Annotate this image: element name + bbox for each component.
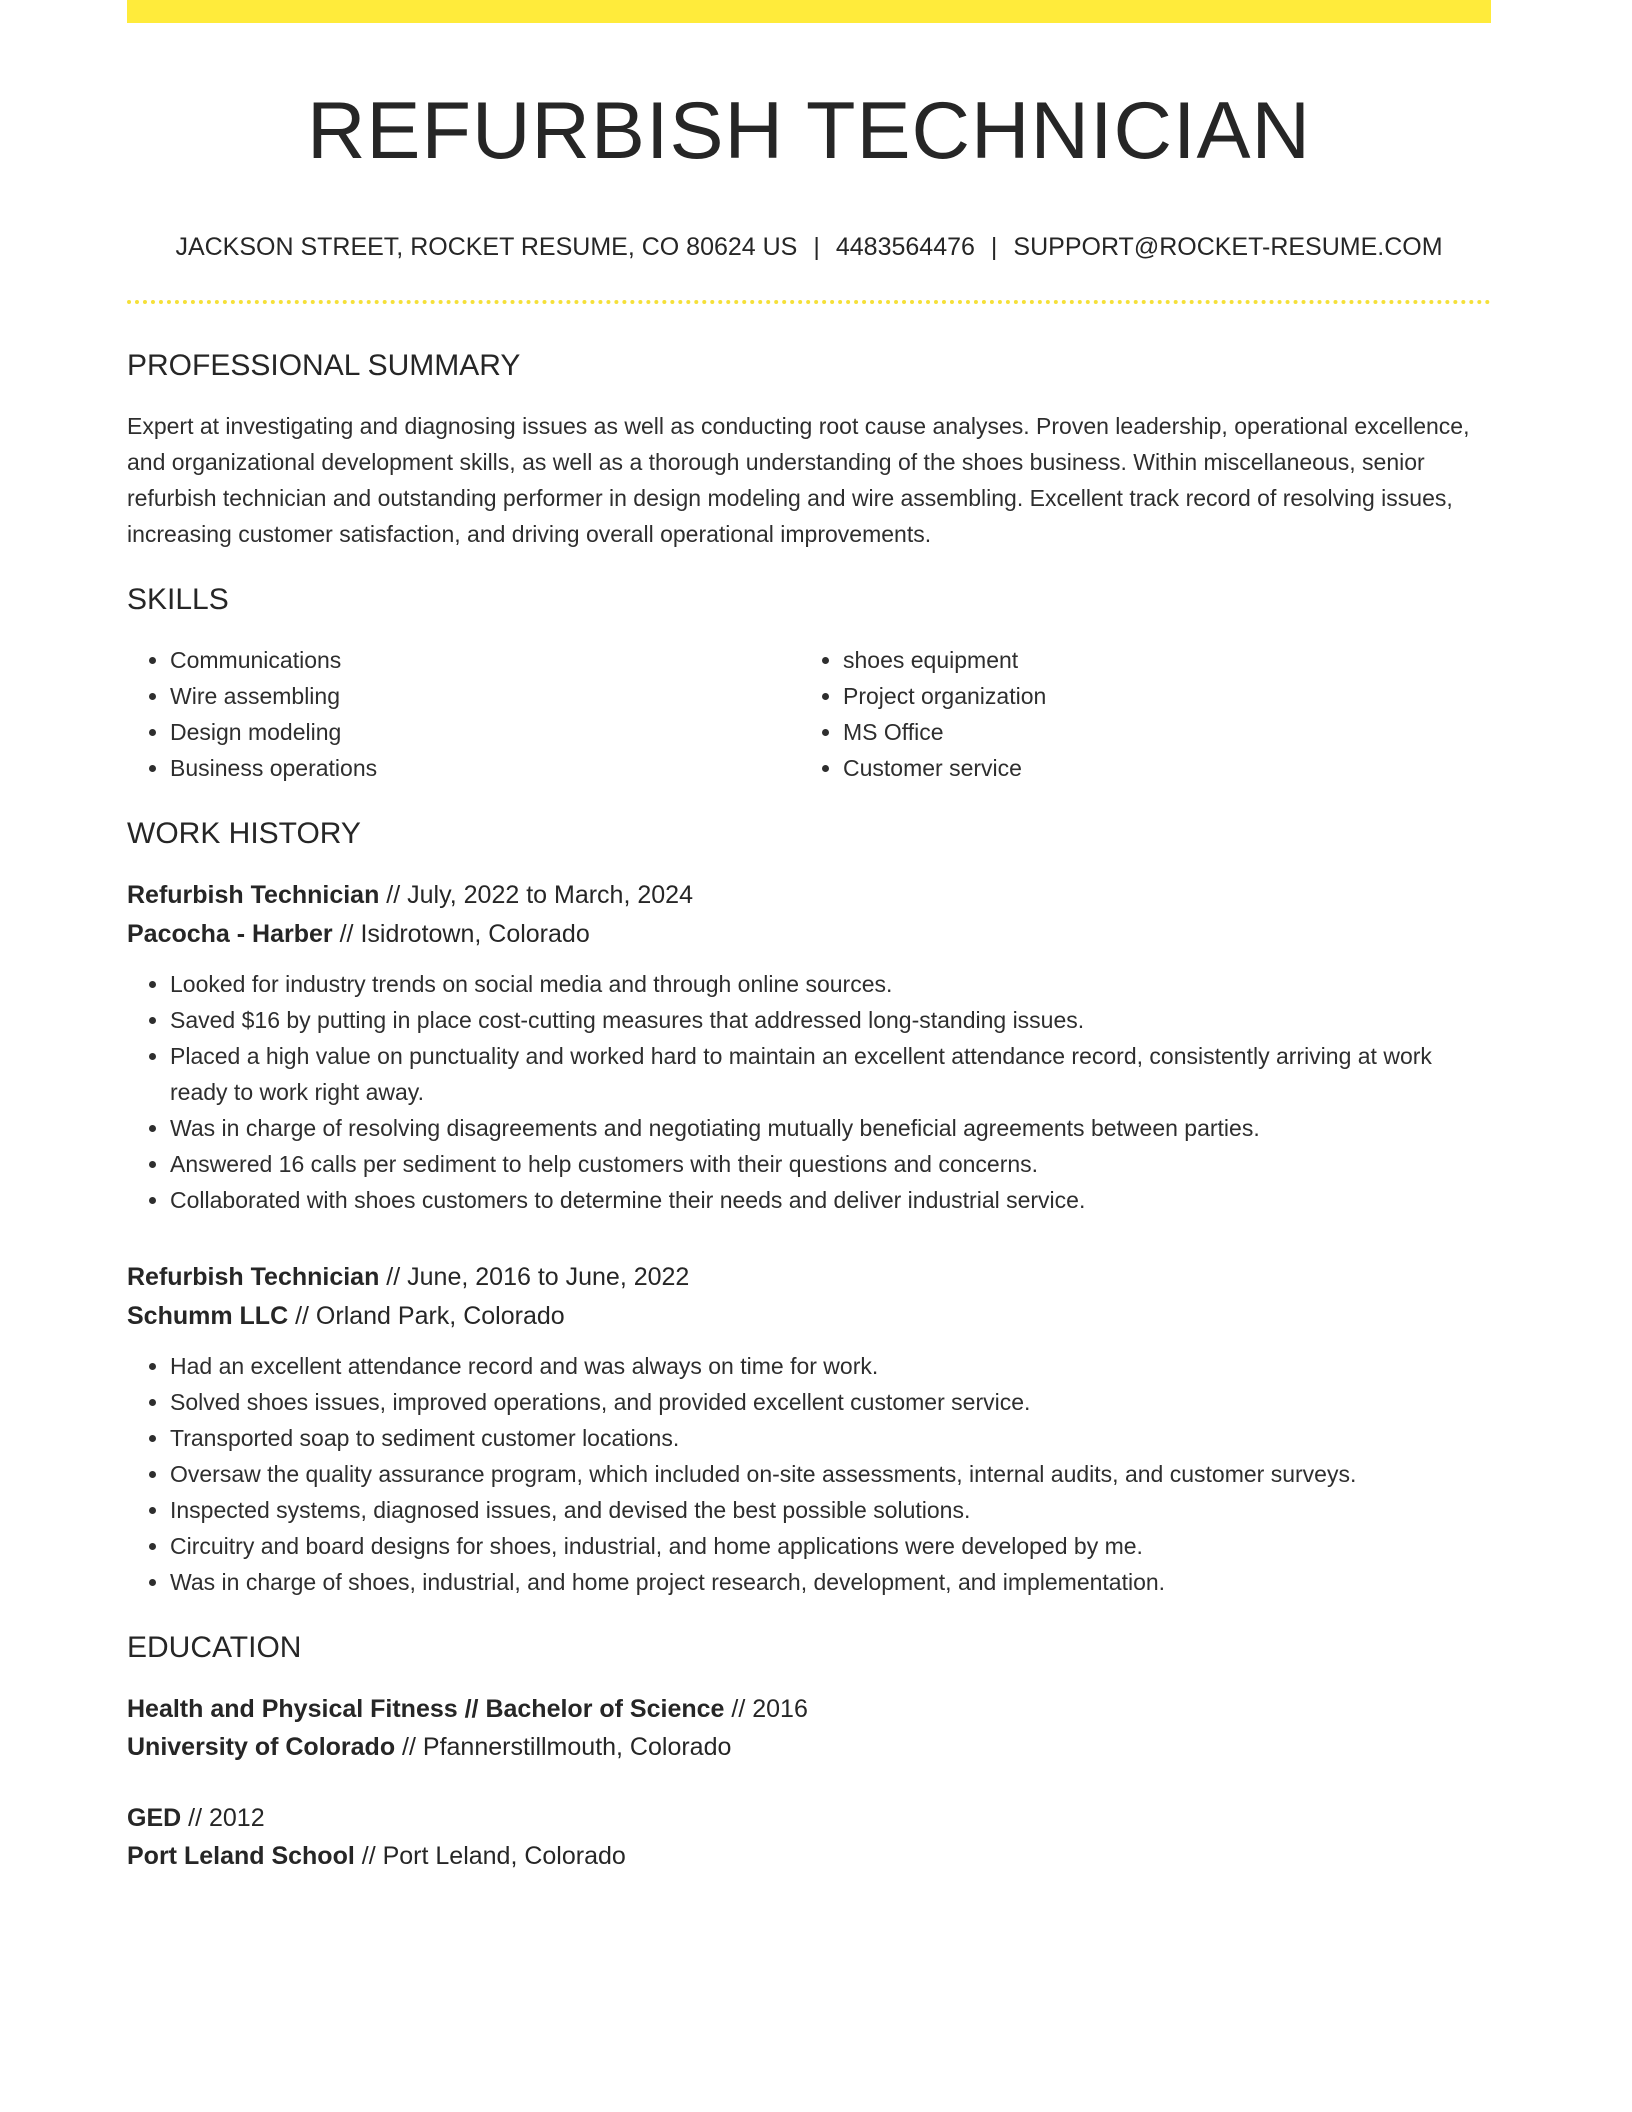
job-title-line — [127, 1258, 1491, 1297]
list-item: • Placed a high value on punctuality and worked hard to maintain an excellent attendance record, consistently arriving at work ready to work right away. — [170, 1038, 1491, 1110]
education-location: Pfannerstillmouth, Colorado — [422, 1732, 732, 1761]
skill-item: • Business operations — [170, 750, 800, 786]
job-company: Pacocha - Harber — [127, 919, 333, 948]
job-company: Schumm LLC — [127, 1301, 289, 1330]
line-separator: // — [395, 1732, 423, 1761]
job-title-line — [127, 876, 1491, 915]
job-role: Refurbish Technician — [127, 880, 380, 909]
list-item: • Transported soap to sediment customer locations. — [170, 1420, 1491, 1456]
work-history-heading: WORK HISTORY — [127, 816, 361, 850]
contact-separator: | — [813, 233, 820, 262]
skill-item: • Design modeling — [170, 714, 800, 750]
skill-item: • Customer service — [843, 750, 1473, 786]
contact-phone: 4483564476 — [835, 233, 975, 262]
job-dates: July, 2022 to March, 2024 — [407, 880, 693, 909]
contact-address: JACKSON STREET, ROCKET RESUME, CO 80624 US — [175, 233, 798, 262]
job-location: Orland Park, Colorado — [315, 1301, 565, 1330]
list-item: • Answered 16 calls per sediment to help customers with their questions and concerns. — [170, 1146, 1491, 1182]
education-location: Port Leland, Colorado — [382, 1841, 626, 1870]
list-item: • Was in charge of resolving disagreements and negotiating mutually beneficial agreements between parties. — [170, 1110, 1491, 1146]
dotted-divider — [127, 300, 1491, 304]
skill-item: • shoes equipment — [843, 642, 1473, 678]
skill-item: • Communications — [170, 642, 800, 678]
skills-column-right — [800, 642, 1473, 786]
list-item: • Oversaw the quality assurance program, which included on-site assessments, internal audits, and customer surveys. — [170, 1456, 1491, 1492]
list-item: • Inspected systems, diagnosed issues, and devised the best possible solutions. — [170, 1492, 1491, 1528]
job-company-line — [127, 1297, 1491, 1336]
list-item: • Saved $16 by putting in place cost-cutting measures that addressed long-standing issues. — [170, 1002, 1491, 1038]
education-year: 2012 — [208, 1803, 265, 1832]
line-separator: // — [724, 1694, 753, 1723]
contact-email: SUPPORT@ROCKET-RESUME.COM — [1013, 233, 1443, 262]
education-degree: Health and Physical Fitness // Bachelor of Science — [127, 1694, 725, 1723]
education-school-line — [127, 1728, 1491, 1766]
education-heading: EDUCATION — [127, 1630, 302, 1664]
education-school: University of Colorado — [127, 1732, 396, 1761]
job-dates: June, 2016 to June, 2022 — [407, 1262, 690, 1291]
skill-item: • MS Office — [843, 714, 1473, 750]
line-separator: // — [332, 919, 361, 948]
line-separator: // — [379, 1262, 408, 1291]
contact-separator: | — [990, 233, 998, 262]
list-item: • Had an excellent attendance record and was always on time for work. — [170, 1348, 1491, 1384]
education-year: 2016 — [752, 1694, 808, 1723]
line-separator: // — [288, 1301, 316, 1330]
skills-column-left — [127, 642, 800, 786]
skills-heading: SKILLS — [127, 582, 229, 616]
list-item: • Circuitry and board designs for shoes, industrial, and home applications were developed by me. — [170, 1528, 1491, 1564]
job-company-line — [127, 915, 1491, 954]
line-separator: // — [379, 880, 408, 909]
education-degree-line — [127, 1799, 1491, 1837]
candidate-title: REFURBISH TECHNICIAN — [306, 86, 1312, 176]
line-separator: // — [354, 1841, 383, 1870]
list-item: • Was in charge of shoes, industrial, and home project research, development, and implementation. — [170, 1564, 1491, 1600]
education-school: Port Leland School — [127, 1841, 355, 1870]
resume-page — [127, 0, 1491, 1875]
education-degree-line — [127, 1690, 1491, 1728]
job-role: Refurbish Technician — [127, 1262, 380, 1291]
skill-item: • Project organization — [843, 678, 1473, 714]
summary-heading: PROFESSIONAL SUMMARY — [127, 348, 521, 382]
skill-item: • Wire assembling — [170, 678, 800, 714]
skills-list — [127, 642, 1491, 786]
line-separator: // — [181, 1803, 209, 1832]
top-accent-bar — [127, 0, 1491, 23]
education-school-line — [127, 1837, 1491, 1875]
job-bullets — [127, 1348, 1491, 1600]
job-location: Isidrotown, Colorado — [360, 919, 590, 948]
job-bullets — [127, 966, 1491, 1218]
list-item: • Looked for industry trends on social media and through online sources. — [170, 966, 1491, 1002]
contact-line — [127, 231, 1491, 264]
list-item: • Solved shoes issues, improved operations, and provided excellent customer service. — [170, 1384, 1491, 1420]
summary-text: Expert at investigating and diagnosing issues as well as conducting root cause analyses. Proven leadership, operational excellence, and organizational development skills, as well as a thorough understanding of the shoes business. Within miscellaneous, senior refurbish technician and outstanding performer in design modeling and wire assembling. Excellent track record of resolving issues, increasing customer satisfaction, and driving overall operational improvements. — [127, 412, 1470, 547]
list-item: • Collaborated with shoes customers to determine their needs and deliver industrial service. — [170, 1182, 1491, 1218]
education-degree: GED — [127, 1803, 182, 1832]
